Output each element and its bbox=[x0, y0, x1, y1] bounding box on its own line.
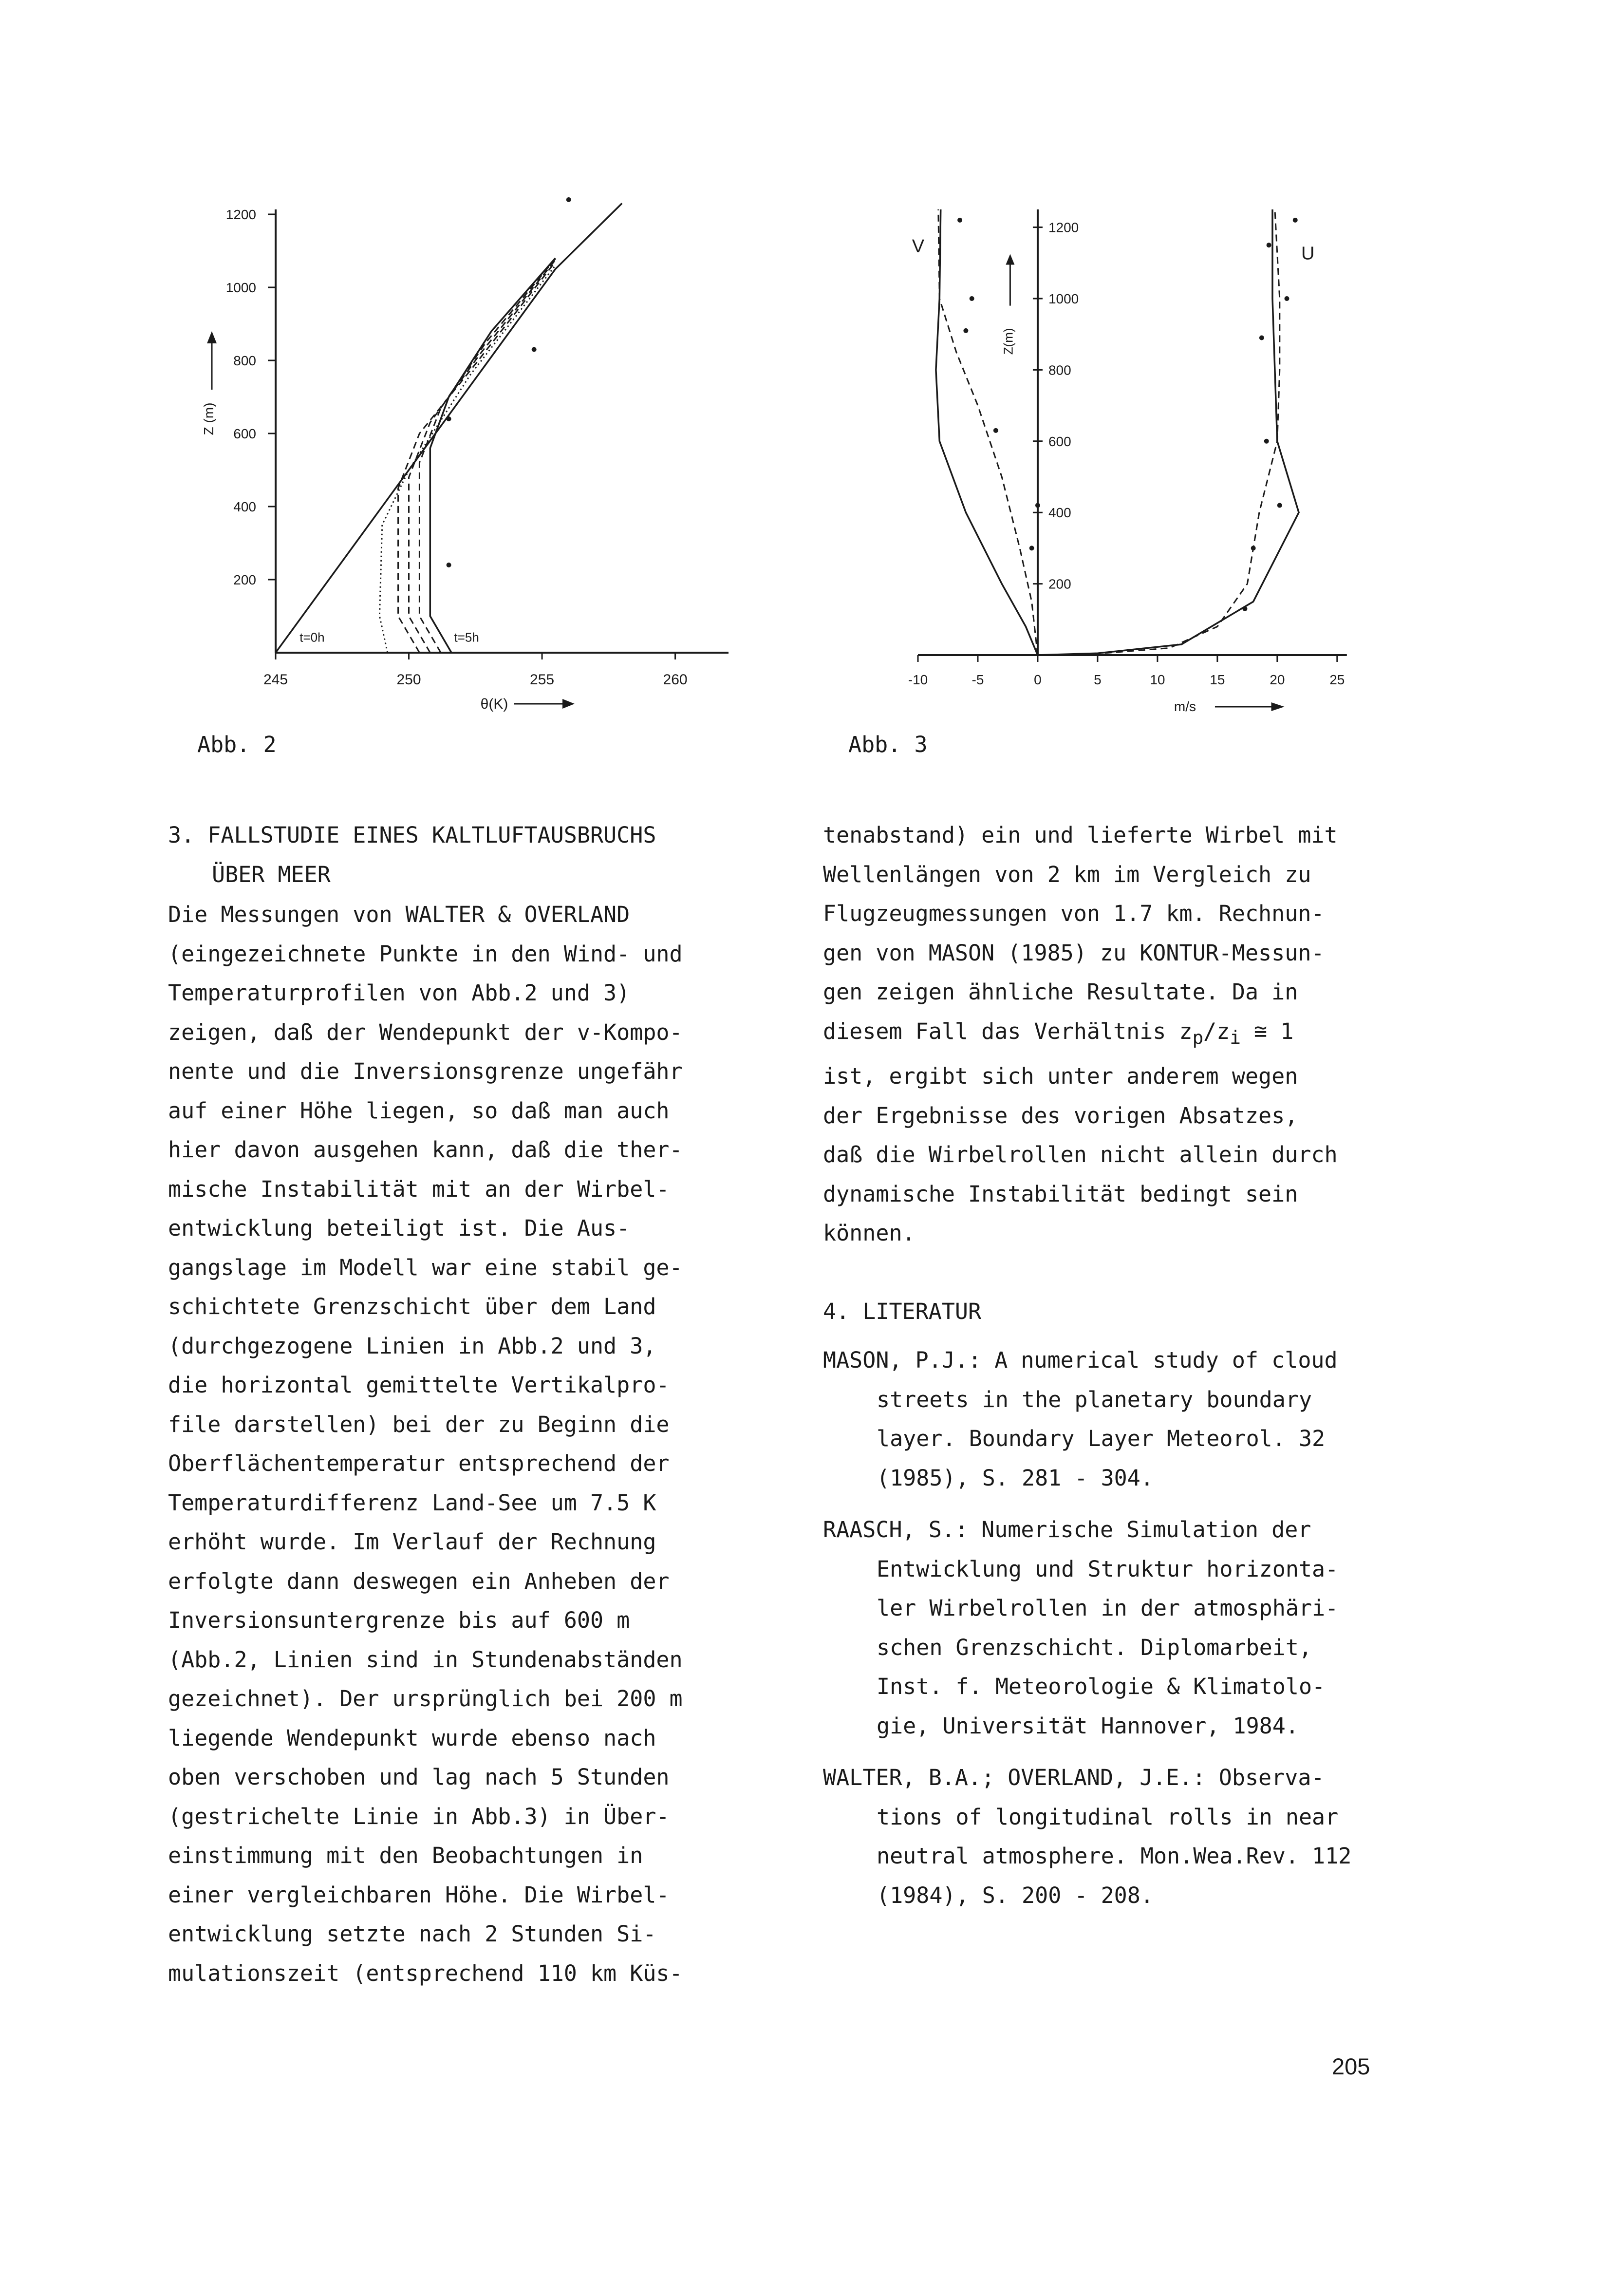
y-tick-label: 400 bbox=[1048, 505, 1071, 521]
left-body-line: einer vergleichbaren Höhe. Die Wirbel- bbox=[168, 1882, 670, 1908]
right-body-line: gen von MASON (1985) zu KONTUR-Messun- bbox=[823, 940, 1325, 966]
left-body-line: Die Messungen von WALTER & OVERLAND bbox=[168, 902, 630, 927]
left-body-line: erfolgte dann deswegen ein Anheben der bbox=[168, 1568, 670, 1594]
reference-line: Entwicklung und Struktur horizonta- bbox=[877, 1556, 1339, 1582]
measured-point bbox=[1293, 218, 1298, 223]
figure-2 bbox=[185, 195, 745, 735]
y-axis-arrowhead bbox=[207, 331, 217, 343]
reference-line: WALTER, B.A.; OVERLAND, J.E.: Observa- bbox=[823, 1765, 1325, 1790]
left-body-line: zeigen, daß der Wendepunkt der v-Kompo- bbox=[168, 1019, 683, 1045]
x-tick-label: 10 bbox=[1150, 672, 1165, 687]
y-axis-label: Z(m) bbox=[1001, 328, 1016, 355]
x-axis-arrowhead bbox=[562, 699, 575, 709]
reference-line: MASON, P.J.: A numerical study of cloud bbox=[823, 1347, 1338, 1373]
reference-line: (1985), S. 281 - 304. bbox=[877, 1465, 1154, 1491]
series-label-u: U bbox=[1301, 243, 1315, 264]
x-tick-label: 5 bbox=[1094, 672, 1102, 687]
measured-point bbox=[1264, 439, 1269, 444]
left-body-line: erhöht wurde. Im Verlauf der Rechnung bbox=[168, 1529, 656, 1555]
right-body-line: dynamische Instabilität bedingt sein bbox=[823, 1181, 1298, 1207]
wind-profile-line bbox=[1038, 209, 1299, 655]
figure-3 bbox=[872, 185, 1378, 726]
profile-line bbox=[430, 258, 555, 653]
left-body-line: nente und die Inversionsgrenze ungefähr bbox=[168, 1058, 683, 1084]
x-tick-label: -5 bbox=[972, 672, 984, 687]
left-body bbox=[168, 895, 796, 1993]
reference-line: (1984), S. 200 - 208. bbox=[877, 1882, 1154, 1908]
measured-point bbox=[1267, 243, 1271, 247]
left-body-line: gezeichnet). Der ursprünglich bei 200 m bbox=[168, 1686, 683, 1712]
left-body-line: mulationszeit (entsprechend 110 km Küs- bbox=[168, 1960, 683, 1986]
reference-line: neutral atmosphere. Mon.Wea.Rev. 112 bbox=[877, 1843, 1352, 1869]
right-body-line: Flugzeugmessungen von 1.7 km. Rechnun- bbox=[823, 901, 1325, 926]
measured-point bbox=[1277, 503, 1282, 508]
figure-3-chart bbox=[872, 185, 1378, 726]
right-body-line: der Ergebnisse des vorigen Absatzes, bbox=[823, 1102, 1298, 1129]
profile-line bbox=[276, 204, 622, 653]
y-axis-label: Z (m) bbox=[201, 402, 216, 435]
x-axis-label: θ(K) bbox=[480, 696, 508, 712]
right-body-line: tenabstand) ein und lieferte Wirbel mit bbox=[823, 822, 1338, 848]
wind-profile-line bbox=[938, 209, 1038, 655]
reference-line: layer. Boundary Layer Meteorol. 32 bbox=[877, 1426, 1326, 1451]
y-axis-arrowhead bbox=[1006, 254, 1014, 265]
y-tick-label: 200 bbox=[1048, 576, 1071, 592]
section-heading-continued: ÜBER MEER bbox=[212, 861, 331, 887]
left-body-line: schichtete Grenzschicht über dem Land bbox=[168, 1294, 656, 1319]
left-body-line: (gestrichelte Linie in Abb.3) in Über- bbox=[168, 1803, 670, 1829]
x-tick-label: 15 bbox=[1210, 672, 1225, 687]
annotation-t0: t=0h bbox=[299, 630, 325, 645]
left-body-line: mische Instabilität mit an der Wirbel- bbox=[168, 1176, 670, 1202]
reference-item bbox=[823, 1758, 1456, 1915]
y-tick-label: 1000 bbox=[1048, 291, 1079, 306]
x-tick-label: 260 bbox=[663, 672, 688, 688]
right-column bbox=[823, 816, 1456, 1928]
reference-line: gie, Universität Hannover, 1984. bbox=[877, 1713, 1299, 1739]
section-heading: 3. FALLSTUDIE EINES KALTLUFTAUSBRUCHS bbox=[168, 822, 656, 848]
annotation-t5: t=5h bbox=[454, 630, 479, 645]
figure-2-chart bbox=[185, 195, 745, 735]
left-body-line: liegende Wendepunkt wurde ebenso nach bbox=[168, 1725, 656, 1751]
measured-point bbox=[970, 296, 974, 301]
reference-line: Inst. f. Meteorologie & Klimatolo- bbox=[877, 1674, 1326, 1699]
reference-list bbox=[823, 1341, 1456, 1915]
profile-line bbox=[419, 259, 555, 653]
measured-point bbox=[1251, 546, 1256, 550]
x-axis-arrowhead bbox=[1271, 702, 1285, 711]
measured-point bbox=[963, 328, 968, 333]
measured-point bbox=[1035, 503, 1040, 508]
x-tick-label: 245 bbox=[263, 672, 288, 688]
left-column bbox=[168, 816, 796, 1993]
series-label-v: V bbox=[912, 236, 925, 257]
reference-line: RAASCH, S.: Numerische Simulation der bbox=[823, 1517, 1311, 1543]
reference-item bbox=[823, 1510, 1456, 1746]
measured-point bbox=[1259, 336, 1264, 340]
reference-line: tions of longitudinal rolls in near bbox=[877, 1804, 1339, 1830]
left-body-line: die horizontal gemittelte Vertikalpro- bbox=[168, 1372, 670, 1398]
left-body-line: Temperaturdifferenz Land-See um 7.5 K bbox=[168, 1489, 656, 1516]
y-tick-label: 1200 bbox=[225, 207, 256, 222]
left-body-line: file darstellen) bei der zu Beginn die bbox=[168, 1411, 670, 1437]
left-body-line: (eingezeichnete Punkte in den Wind- und bbox=[168, 941, 683, 967]
x-tick-label: 20 bbox=[1270, 672, 1285, 687]
y-tick-label: 400 bbox=[233, 499, 256, 514]
right-body-line: Wellenlängen von 2 km im Vergleich zu bbox=[823, 861, 1311, 887]
x-tick-label: 0 bbox=[1034, 672, 1042, 687]
measured-point bbox=[447, 563, 451, 567]
left-body-line: hier davon ausgehen kann, daß die ther- bbox=[168, 1137, 683, 1163]
reference-line: streets in the planetary boundary bbox=[877, 1386, 1312, 1412]
y-tick-label: 1000 bbox=[225, 280, 256, 295]
x-tick-label: 25 bbox=[1329, 672, 1345, 687]
right-body-line: daß die Wirbelrollen nicht allein durch bbox=[823, 1142, 1338, 1167]
profile-line bbox=[379, 265, 555, 653]
y-tick-label: 800 bbox=[233, 353, 256, 368]
measured-point bbox=[1285, 296, 1289, 301]
left-body-line: gangslage im Modell war eine stabil ge- bbox=[168, 1254, 683, 1280]
y-tick-label: 1200 bbox=[1048, 220, 1079, 235]
x-axis-label: m/s bbox=[1174, 699, 1196, 714]
measured-point bbox=[1029, 546, 1034, 550]
reference-line: ler Wirbelrollen in der atmosphäri- bbox=[877, 1595, 1339, 1621]
right-body bbox=[823, 816, 1456, 1253]
x-tick-label: -10 bbox=[908, 672, 928, 687]
reference-line: schen Grenzschicht. Diplomarbeit, bbox=[877, 1634, 1312, 1660]
left-body-line: Oberflächentemperatur entsprechend der bbox=[168, 1450, 670, 1476]
left-body-line: entwicklung setzte nach 2 Stunden Si- bbox=[168, 1921, 656, 1947]
measured-point bbox=[532, 347, 537, 352]
x-tick-label: 250 bbox=[396, 672, 421, 688]
right-body-line: können. bbox=[823, 1220, 916, 1246]
left-body-line: einstimmung mit den Beobachtungen in bbox=[168, 1843, 643, 1868]
left-body-line: entwicklung beteiligt ist. Die Aus- bbox=[168, 1215, 630, 1241]
measured-point bbox=[993, 428, 998, 433]
right-body-line: ist, ergibt sich unter anderem wegen bbox=[823, 1063, 1298, 1089]
wind-profile-line bbox=[1038, 209, 1280, 655]
figure-2-caption: Abb. 2 bbox=[197, 732, 277, 757]
y-tick-label: 600 bbox=[233, 426, 256, 441]
left-body-line: Inversionsuntergrenze bis auf 600 m bbox=[168, 1607, 630, 1633]
y-tick-label: 200 bbox=[233, 572, 256, 587]
y-tick-label: 800 bbox=[1048, 362, 1071, 378]
literature-heading: 4. LITERATUR bbox=[823, 1298, 982, 1324]
figure-3-caption: Abb. 3 bbox=[848, 732, 928, 757]
right-body-line: gen zeigen ähnliche Resultate. Da in bbox=[823, 979, 1298, 1005]
page-number: 205 bbox=[1332, 2053, 1370, 2079]
y-tick-label: 600 bbox=[1048, 433, 1071, 449]
left-body-line: Temperaturprofilen von Abb.2 und 3) bbox=[168, 980, 630, 1006]
measured-point bbox=[957, 218, 962, 223]
left-body-line: oben verschoben und lag nach 5 Stunden bbox=[168, 1764, 670, 1790]
left-body-line: (durchgezogene Linien in Abb.2 und 3, bbox=[168, 1333, 656, 1359]
measured-point bbox=[1242, 606, 1247, 611]
measured-point bbox=[447, 416, 451, 421]
reference-item bbox=[823, 1341, 1456, 1498]
left-body-line: (Abb.2, Linien sind in Stundenabständen bbox=[168, 1646, 683, 1673]
left-body-line: auf einer Höhe liegen, so daß man auch bbox=[168, 1097, 670, 1124]
measured-point bbox=[566, 197, 571, 202]
x-tick-label: 255 bbox=[530, 672, 555, 688]
right-body-line: diesem Fall das Verhältnis $z_p/z_i$ ≅ 1 bbox=[823, 1018, 1294, 1048]
